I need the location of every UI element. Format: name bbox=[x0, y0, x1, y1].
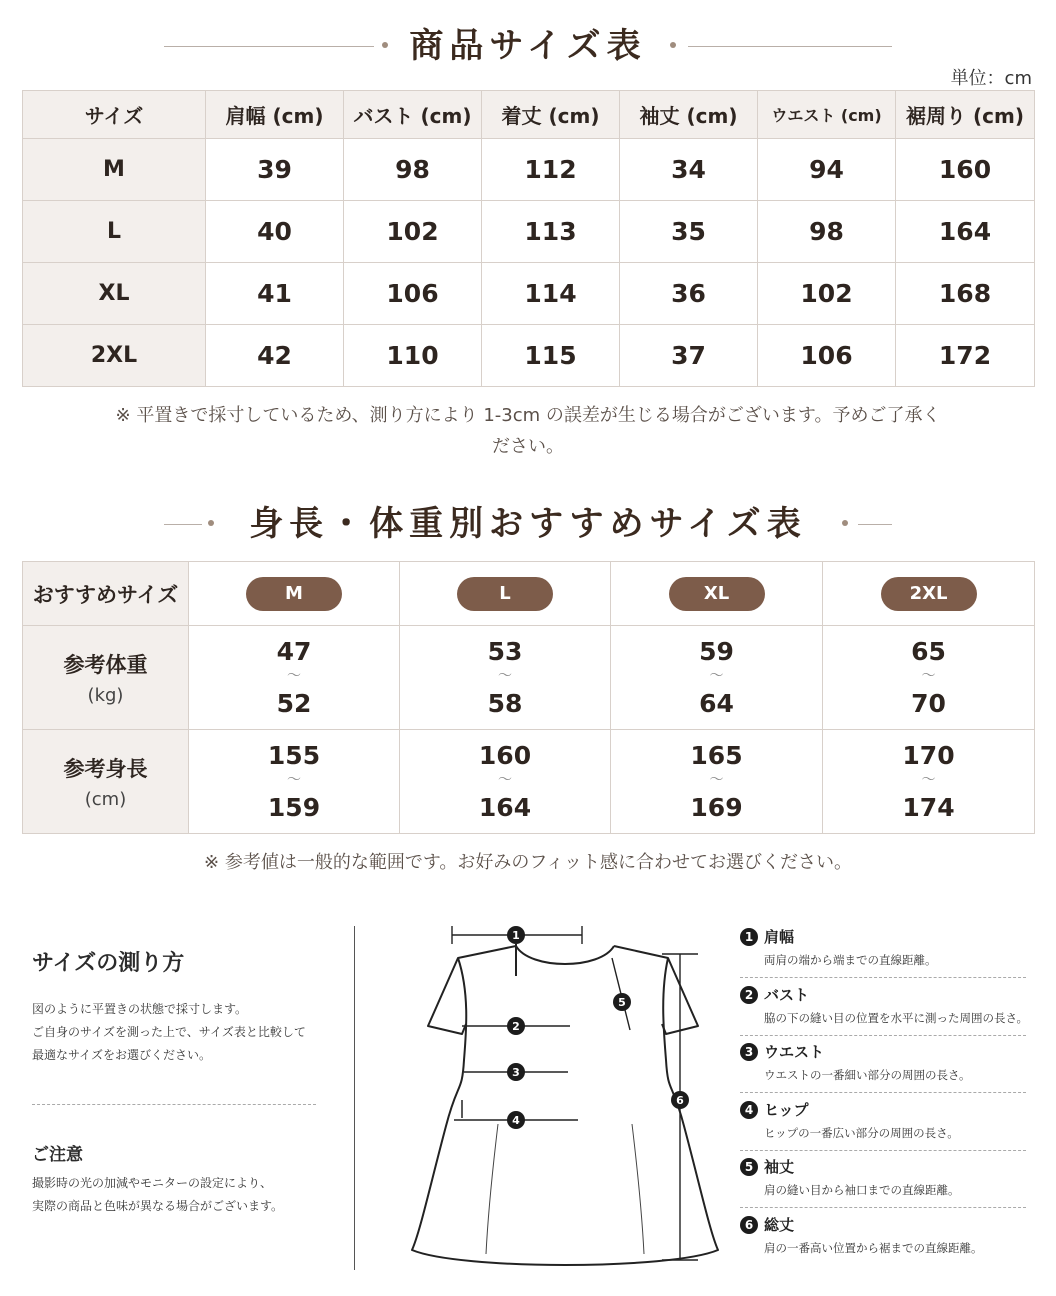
cell: 110 bbox=[344, 325, 482, 387]
tilde: ～ bbox=[921, 667, 936, 684]
caution-line: 撮影時の光の加減やモニターの設定により、 bbox=[32, 1176, 273, 1190]
recommend-title: 身長・体重別おすすめサイズ表 bbox=[249, 504, 807, 544]
cell: 168 bbox=[896, 263, 1035, 325]
legend-name: ウエスト bbox=[764, 1043, 825, 1061]
tilde: ～ bbox=[498, 667, 512, 684]
cell: 98 bbox=[344, 139, 482, 201]
cell: 164 bbox=[896, 201, 1035, 263]
legend-item bbox=[740, 1154, 1040, 1212]
cell: 34 bbox=[620, 139, 758, 201]
legend-name: バスト bbox=[764, 985, 810, 1004]
cell: 98 bbox=[758, 201, 896, 263]
cell: 106 bbox=[344, 263, 482, 325]
legend-divider bbox=[740, 1207, 1026, 1208]
range-max: 174 bbox=[902, 792, 955, 822]
cell: 114 bbox=[482, 263, 620, 325]
weight-range bbox=[189, 626, 400, 730]
range-max: 52 bbox=[276, 688, 312, 718]
reference-note: ※ 参考値は一般的な範囲です。お好みのフィット感に合わせてお選びください。 bbox=[204, 852, 852, 873]
weight-label-cell bbox=[23, 626, 189, 730]
howto-line: 図のように平置きの状態で採寸します。 bbox=[32, 1002, 248, 1016]
table-row bbox=[23, 263, 1035, 325]
header-length: 着丈 (cm) bbox=[482, 91, 620, 139]
cell: 39 bbox=[206, 139, 344, 201]
measurement-legend bbox=[740, 924, 1040, 1269]
size-chart-title: 商品サイズ表 bbox=[409, 26, 647, 66]
height-label-cell bbox=[23, 730, 189, 834]
weight-unit: (kg) bbox=[87, 685, 124, 706]
dress-diagram bbox=[400, 914, 720, 1274]
size-pill-cell bbox=[189, 562, 400, 626]
legend-divider bbox=[740, 1150, 1026, 1151]
cell: 106 bbox=[758, 325, 896, 387]
section-divider bbox=[354, 926, 355, 1270]
howto-divider bbox=[32, 1104, 316, 1105]
range-min: 170 bbox=[902, 740, 955, 770]
legend-number: 6 bbox=[740, 1216, 758, 1234]
legend-heading bbox=[740, 1214, 794, 1236]
size-pill-cell bbox=[611, 562, 823, 626]
legend-heading bbox=[740, 1156, 794, 1178]
size-table bbox=[22, 90, 1035, 387]
recommend-title-row bbox=[0, 500, 1056, 548]
range-max: 164 bbox=[478, 792, 532, 822]
height-row bbox=[23, 730, 1035, 834]
size-pill-m: M bbox=[246, 577, 342, 611]
height-range bbox=[823, 730, 1035, 834]
table-row bbox=[23, 139, 1035, 201]
legend-item bbox=[740, 1212, 1040, 1270]
range-min: 53 bbox=[487, 636, 523, 666]
marker-4-label: 4 bbox=[512, 1114, 520, 1127]
howto-line: 最適なサイズをお選びください。 bbox=[32, 1048, 212, 1062]
size-pill-cell bbox=[400, 562, 611, 626]
legend-desc: 肩の一番高い位置から裾までの直線距離。 bbox=[764, 1240, 983, 1255]
cell: 160 bbox=[896, 139, 1035, 201]
tilde: ～ bbox=[709, 771, 724, 788]
cell: 42 bbox=[206, 325, 344, 387]
legend-heading bbox=[740, 984, 809, 1006]
tilde: ～ bbox=[287, 667, 301, 684]
recommend-table bbox=[22, 561, 1035, 834]
header-shoulder: 肩幅 (cm) bbox=[206, 91, 344, 139]
size-pill-l: L bbox=[457, 577, 553, 611]
caution-line: 実際の商品と色味が異なる場合がございます。 bbox=[32, 1199, 284, 1213]
howto-line: ご自身のサイズを測った上で、サイズ表と比較して bbox=[32, 1025, 306, 1039]
title-dot-right bbox=[842, 520, 848, 526]
legend-number: 2 bbox=[740, 986, 758, 1004]
table-row bbox=[23, 325, 1035, 387]
cell: 35 bbox=[620, 201, 758, 263]
legend-number: 3 bbox=[740, 1043, 758, 1061]
weight-range bbox=[400, 626, 611, 730]
cell: 94 bbox=[758, 139, 896, 201]
cell: 115 bbox=[482, 325, 620, 387]
legend-item bbox=[740, 1039, 1040, 1097]
header-sleeve: 袖丈 (cm) bbox=[620, 91, 758, 139]
range-min: 65 bbox=[911, 636, 946, 666]
recommend-size-row bbox=[23, 562, 1035, 626]
size-pill-cell bbox=[823, 562, 1035, 626]
cell: 37 bbox=[620, 325, 758, 387]
table-row bbox=[23, 201, 1035, 263]
howto-text bbox=[32, 998, 332, 1067]
tilde: ～ bbox=[921, 771, 936, 788]
legend-divider bbox=[740, 1035, 1026, 1036]
legend-item bbox=[740, 924, 1040, 982]
height-label: 参考身長 bbox=[63, 757, 148, 781]
tilde: ～ bbox=[287, 771, 301, 788]
weight-label: 参考体重 bbox=[63, 653, 148, 677]
caution-title: ご注意 bbox=[32, 1145, 83, 1165]
measurement-note-line1: ※ 平置きで採寸しているため、測り方により 1-3cm の誤差が生じる場合がございます。予めご了承く bbox=[115, 405, 941, 426]
legend-number: 4 bbox=[740, 1101, 758, 1119]
height-unit: (cm) bbox=[84, 789, 127, 810]
legend-desc: 両肩の端から端までの直線距離。 bbox=[764, 953, 937, 967]
range-max: 70 bbox=[911, 688, 946, 718]
dress-label-svg bbox=[400, 914, 720, 1274]
legend-name: 総丈 bbox=[764, 1215, 795, 1234]
title-divider-right bbox=[688, 46, 892, 47]
cell: 102 bbox=[344, 201, 482, 263]
legend-name: 袖丈 bbox=[764, 1158, 795, 1176]
unit-label: 単位：cm bbox=[950, 68, 1032, 89]
marker-2-label: 2 bbox=[512, 1020, 520, 1033]
legend-heading bbox=[740, 926, 794, 948]
measurement-note bbox=[40, 400, 1016, 462]
tilde: ～ bbox=[709, 667, 724, 684]
height-range bbox=[189, 730, 400, 834]
range-min: 160 bbox=[478, 740, 532, 770]
legend-number: 1 bbox=[740, 928, 758, 946]
size-table-header bbox=[23, 91, 1035, 139]
legend-name: 肩幅 bbox=[764, 928, 795, 946]
recommend-size-label: おすすめサイズ bbox=[23, 562, 189, 626]
legend-desc: 脇の下の縫い目の位置を水平に測った周囲の長さ。 bbox=[764, 1010, 1029, 1025]
measurement-note-line2: ださい。 bbox=[492, 436, 564, 457]
tilde: ～ bbox=[498, 771, 512, 788]
cell: 102 bbox=[758, 263, 896, 325]
header-hem: 裾周り (cm) bbox=[896, 91, 1035, 139]
caution-text bbox=[32, 1172, 332, 1218]
legend-desc: ウエストの一番細い部分の周囲の長さ。 bbox=[764, 1068, 971, 1082]
cell: 40 bbox=[206, 201, 344, 263]
header-waist: ウエスト (cm) bbox=[758, 91, 896, 139]
size-chart-title-row bbox=[0, 22, 1056, 70]
row-size: 2XL bbox=[23, 325, 206, 387]
range-min: 155 bbox=[267, 740, 321, 770]
marker-6-label: 6 bbox=[676, 1094, 684, 1107]
title-divider-right bbox=[858, 524, 892, 525]
legend-heading bbox=[740, 1041, 824, 1063]
legend-desc: ヒップの一番広い部分の周囲の長さ。 bbox=[764, 1125, 959, 1140]
header-bust: バスト (cm) bbox=[344, 91, 482, 139]
cell: 41 bbox=[206, 263, 344, 325]
cell: 36 bbox=[620, 263, 758, 325]
row-size: XL bbox=[23, 263, 206, 325]
height-range bbox=[611, 730, 823, 834]
legend-divider bbox=[740, 1092, 1026, 1093]
howto-title: サイズの測り方 bbox=[32, 951, 185, 976]
range-min: 165 bbox=[690, 740, 743, 770]
weight-range bbox=[611, 626, 823, 730]
legend-item bbox=[740, 982, 1040, 1040]
legend-divider bbox=[740, 977, 1026, 978]
height-range bbox=[400, 730, 611, 834]
range-max: 58 bbox=[487, 688, 523, 718]
legend-number: 5 bbox=[740, 1158, 758, 1176]
header-size: サイズ bbox=[23, 91, 206, 139]
range-max: 169 bbox=[690, 792, 743, 822]
range-min: 47 bbox=[276, 636, 312, 666]
marker-3-label: 3 bbox=[512, 1066, 520, 1079]
size-pill-xl: XL bbox=[669, 577, 765, 611]
cell: 113 bbox=[482, 201, 620, 263]
title-dot-right bbox=[670, 42, 676, 48]
legend-desc: 肩の縫い目から袖口までの直線距離。 bbox=[764, 1183, 960, 1197]
size-pill-2xl: 2XL bbox=[881, 577, 977, 611]
cell: 112 bbox=[482, 139, 620, 201]
cell: 172 bbox=[896, 325, 1035, 387]
range-max: 64 bbox=[699, 688, 734, 718]
marker-5-label: 5 bbox=[618, 996, 626, 1009]
marker-1-label: 1 bbox=[512, 929, 520, 942]
legend-item bbox=[740, 1097, 1040, 1155]
weight-range bbox=[823, 626, 1035, 730]
weight-row bbox=[23, 626, 1035, 730]
legend-name: ヒップ bbox=[764, 1100, 809, 1119]
legend-heading bbox=[740, 1099, 809, 1121]
range-max: 159 bbox=[267, 792, 321, 822]
row-size: L bbox=[23, 201, 206, 263]
range-min: 59 bbox=[699, 636, 734, 666]
row-size: M bbox=[23, 139, 206, 201]
